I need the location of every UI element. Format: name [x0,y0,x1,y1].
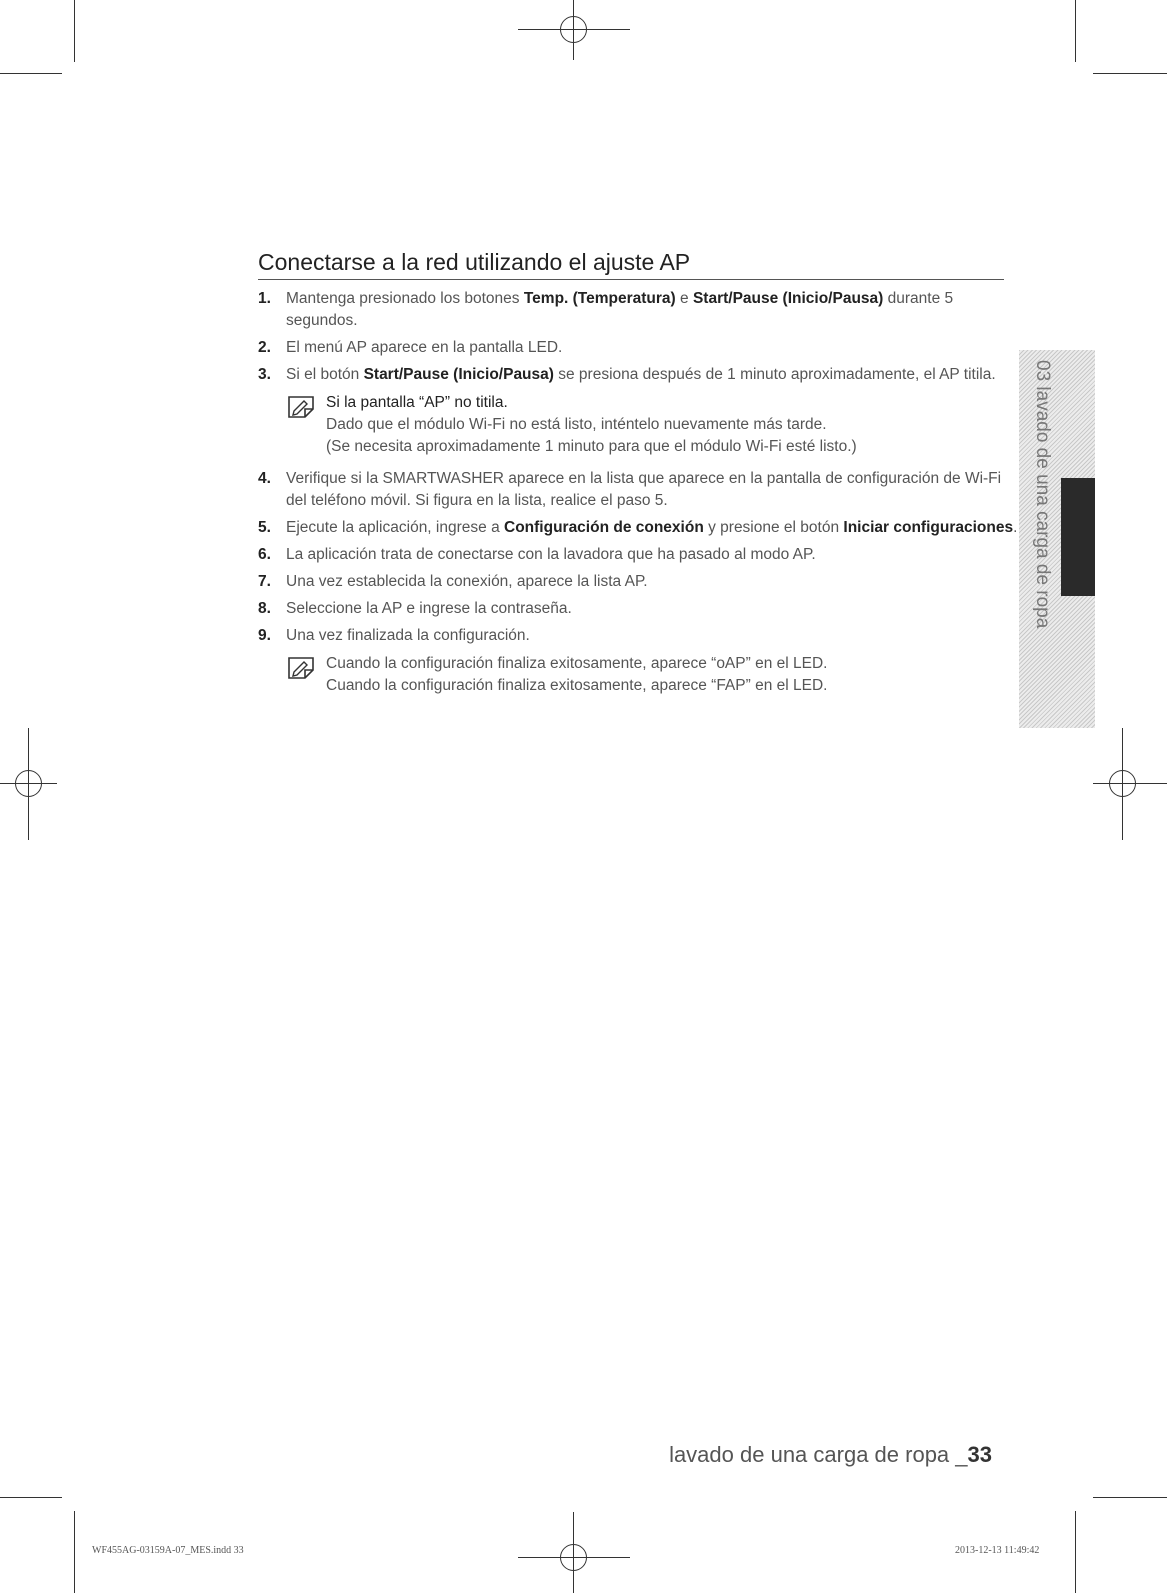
steps-list [258,288,1018,707]
step-number: 3. [258,366,271,383]
step-text: Ejecute la aplicación, ingrese a [286,519,504,536]
step-item [258,288,1018,332]
step-text: e [675,290,693,307]
step-text: Verifique si la SMARTWASHER aparece en la lista que aparece en la pantalla de configuración de Wi-Fi del teléfono móvil. Si figura en la lista, realice el paso 5. [286,470,1002,509]
page-footer [669,1442,992,1468]
step-text: La aplicación trata de conectarse con la lavadora que ha pasado al modo AP. [286,546,816,563]
section-title: Conectarse a la red utilizando el ajuste AP [258,248,1004,280]
step-emphasis: Temp. (Temperatura) [523,290,676,307]
crop-mark [74,0,75,62]
step-text: Mantenga presionado los botones [286,290,524,307]
step-emphasis: Start/Pause (Inicio/Pausa) [692,290,884,307]
note-icon [286,394,316,420]
crop-mark [1075,0,1076,62]
step-item [258,337,1018,359]
step-item [258,571,1018,593]
step-number: 2. [258,339,271,356]
step-text: Una vez establecida la conexión, aparece la lista AP. [286,573,648,590]
crop-mark [0,73,62,74]
step-number: 8. [258,600,271,617]
step-emphasis: Iniciar configuraciones [843,519,1014,536]
registration-circle-right [1109,770,1136,797]
step-emphasis: Start/Pause (Inicio/Pausa) [363,366,554,383]
step-number: 6. [258,546,271,563]
crop-mark [1093,1497,1167,1498]
step-text: Una vez finalizada la configuración. [286,627,530,644]
step-text: se presiona después de 1 minuto aproximadamente, el AP titila. [553,366,996,383]
note-line: Cuando la configuración finaliza exitosamente, aparece “FAP” en el LED. [326,677,828,694]
step-text: Seleccione la AP e ingrese la contraseña. [286,600,572,617]
note-line: (Se necesita aproximadamente 1 minuto para que el módulo Wi-Fi esté listo.) [326,438,857,455]
step-item [258,598,1018,620]
step-text: durante 5 segundos. [286,290,954,329]
note-line: Cuando la configuración finaliza exitosamente, aparece “oAP” en el LED. [326,655,828,672]
step-item [258,544,1018,566]
chapter-tab-marker [1061,478,1095,596]
print-slug-date: 2013-12-13 11:49:42 [955,1545,1040,1556]
footer-section-name: lavado de una carga de ropa _ [669,1442,968,1467]
note-block [258,653,1018,697]
registration-circle-bottom [560,1544,587,1571]
step-text: Si el botón [286,366,364,383]
chapter-side-tab [1019,350,1095,728]
step-emphasis: Configuración de conexión [504,519,704,536]
print-slug-file: WF455AG-03159A-07_MES.indd 33 [92,1545,244,1556]
registration-circle-left [15,770,42,797]
step-item [258,625,1018,647]
step-number: 9. [258,627,271,644]
note-line: Dado que el módulo Wi-Fi no está listo, inténtelo nuevamente más tarde. [326,416,827,433]
crop-mark [1093,73,1167,74]
step-number: 1. [258,290,271,307]
step-text: El menú AP aparece en la pantalla LED. [286,339,563,356]
registration-circle-top [560,16,587,43]
step-text: y presione el botón [703,519,844,536]
page-number: 33 [967,1442,992,1467]
crop-mark [74,1511,75,1593]
crop-mark [0,1497,62,1498]
note-icon [286,655,316,681]
step-number: 5. [258,519,271,536]
crop-mark [1075,1511,1076,1593]
step-item [258,364,1018,386]
step-item [258,468,1018,512]
step-text: . [1013,519,1018,536]
step-item [258,517,1018,539]
step-number: 4. [258,470,271,487]
note-block [258,392,1018,458]
chapter-tab-label: 03 lavado de una carga de ropa [1032,360,1053,629]
note-title: Si la pantalla “AP” no titila. [326,394,508,411]
step-number: 7. [258,573,271,590]
